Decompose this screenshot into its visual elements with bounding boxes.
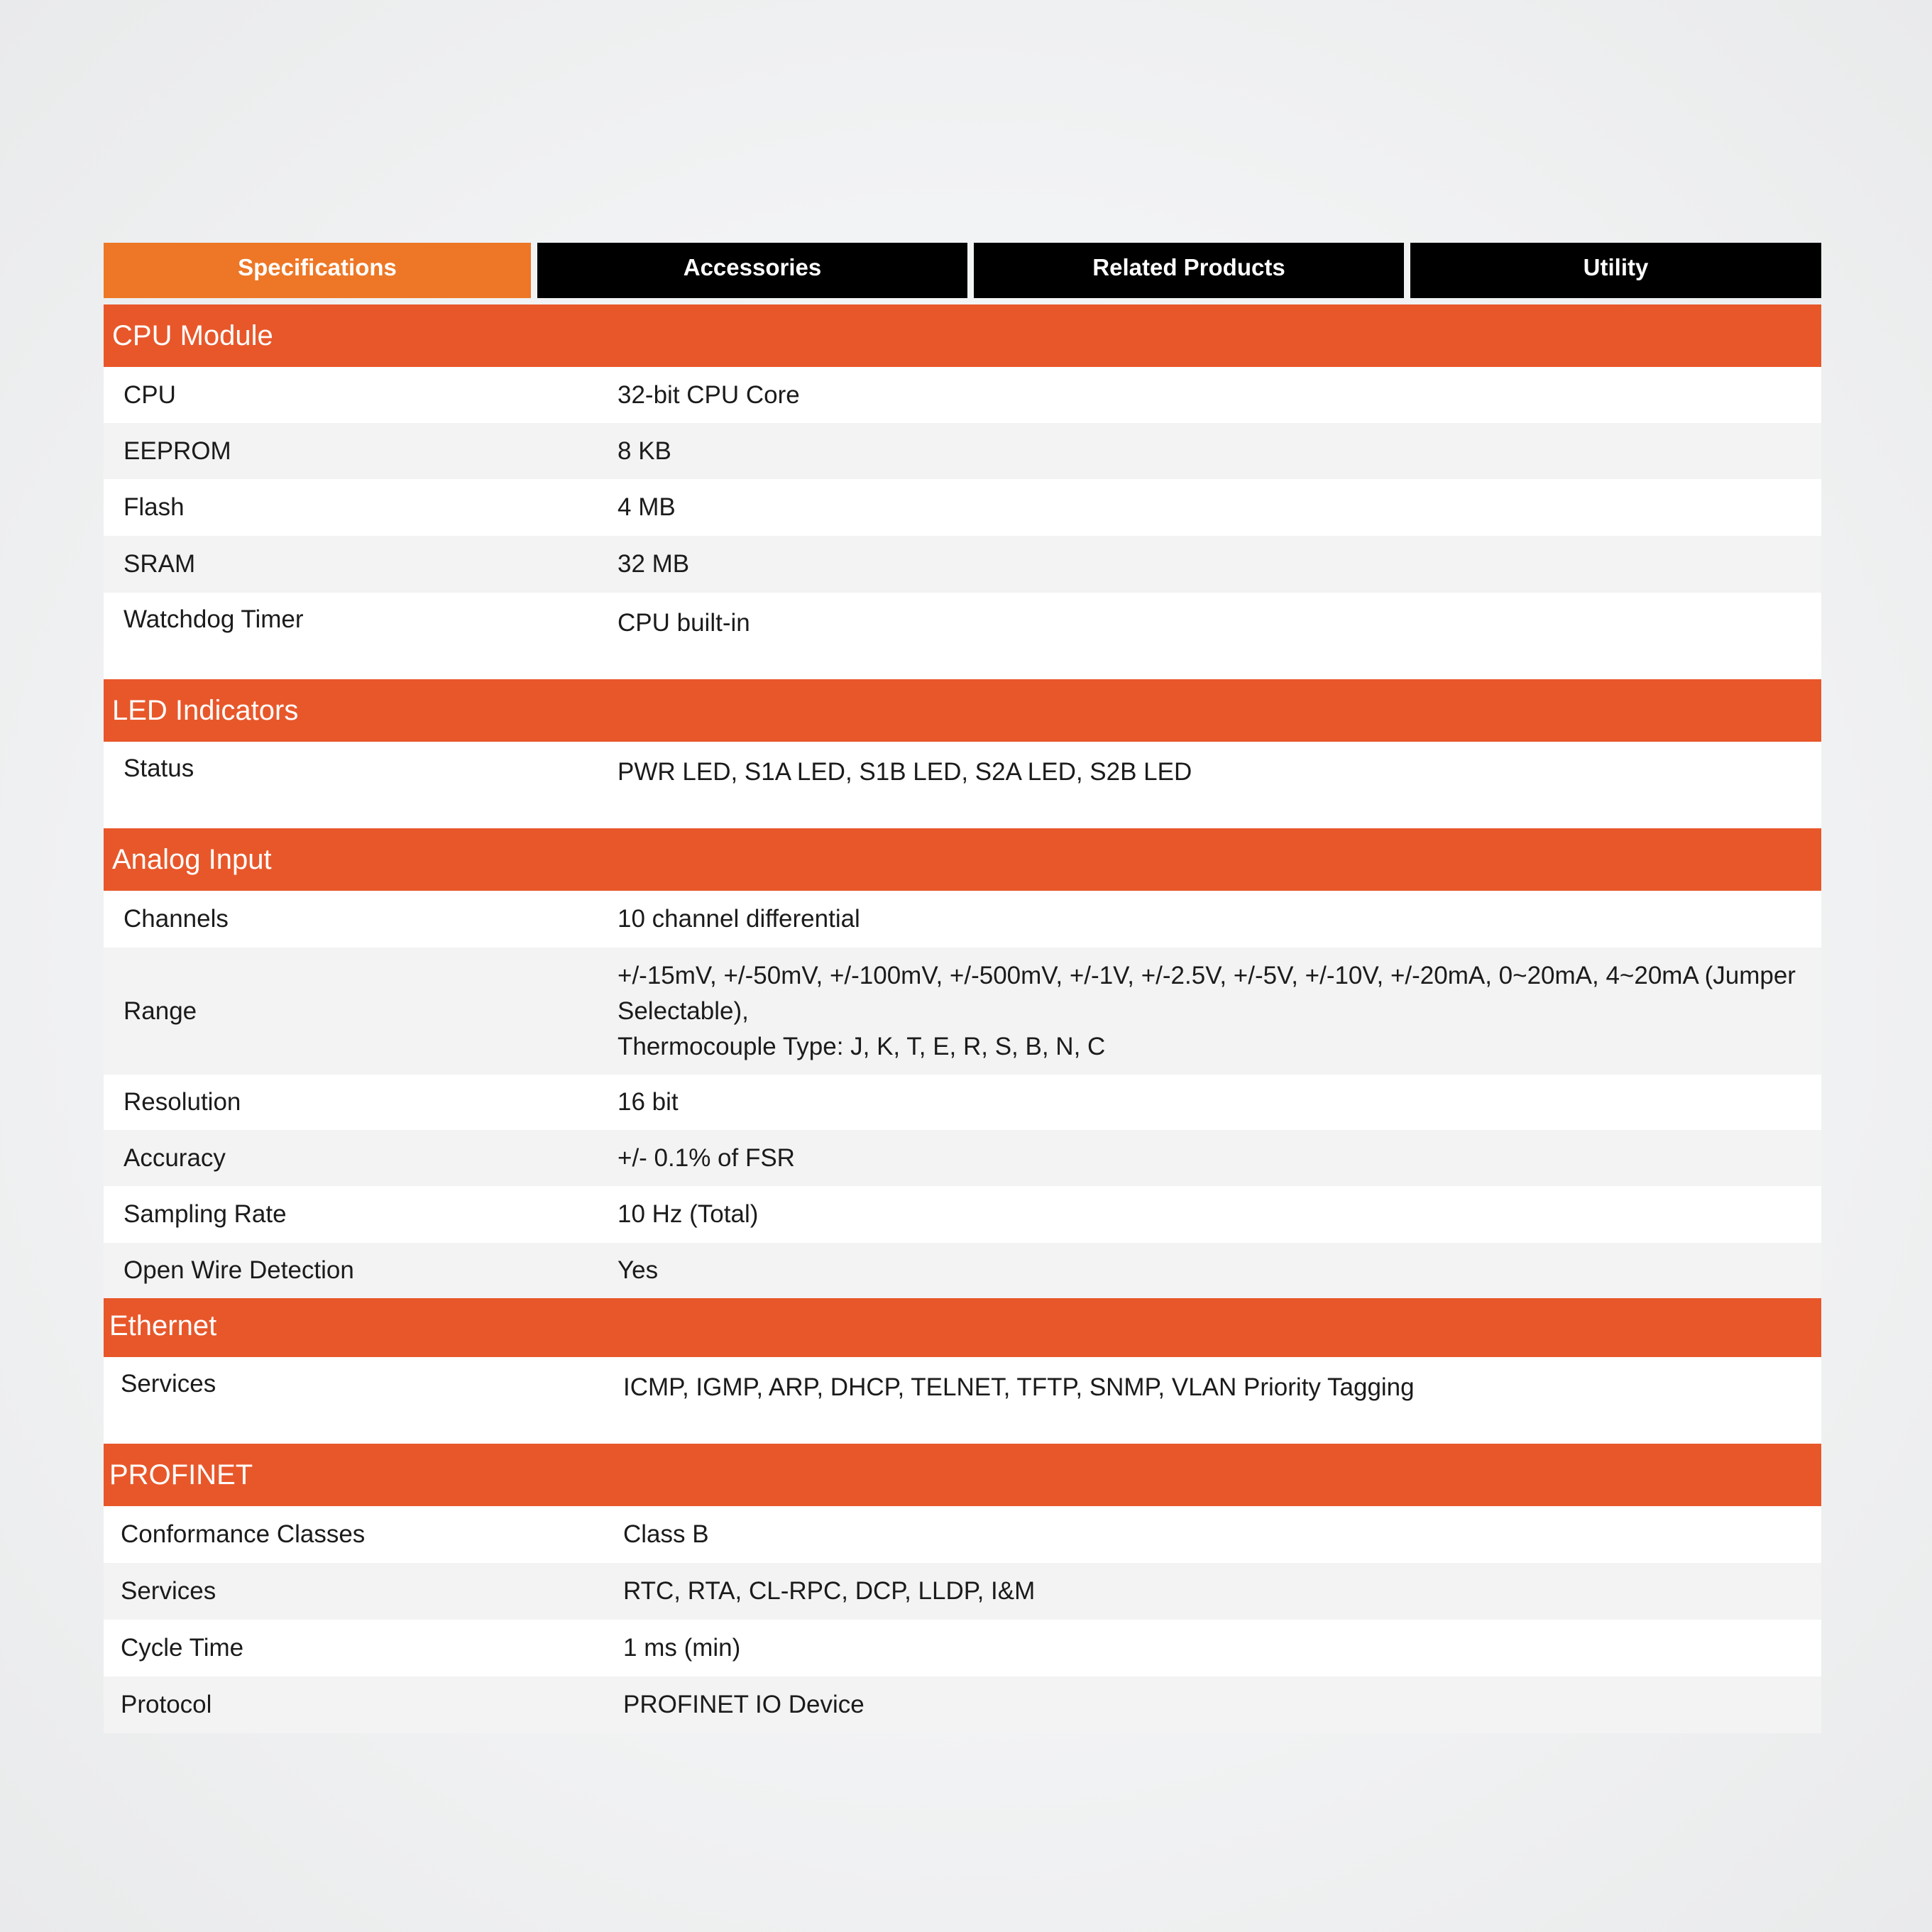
spec-row (104, 1130, 1821, 1186)
tab-utility[interactable]: Utility (1410, 243, 1821, 298)
spec-value: 16 bit (618, 1088, 679, 1116)
spec-row (104, 1243, 1821, 1298)
spec-row (104, 1075, 1821, 1130)
spec-label: Watchdog Timer (124, 605, 304, 633)
spec-label: Accuracy (124, 1143, 226, 1172)
spec-row (104, 891, 1821, 948)
spec-label: Channels (124, 905, 229, 933)
spec-value: 4 MB (618, 493, 676, 521)
spec-value: PROFINET IO Device (623, 1691, 865, 1718)
spec-row (104, 536, 1821, 593)
spec-row (104, 1506, 1821, 1563)
spec-label: Services (121, 1577, 216, 1605)
spec-value: Class B (623, 1520, 709, 1548)
section-header-ethernet: Ethernet (104, 1298, 1821, 1357)
spec-row (104, 367, 1821, 423)
spec-value: 10 channel differential (618, 905, 860, 933)
tab-bar (104, 243, 1821, 298)
section-header-cpu-module: CPU Module (104, 304, 1821, 367)
spec-value: 32-bit CPU Core (618, 380, 800, 409)
spec-row (104, 1676, 1821, 1733)
spec-label: Open Wire Detection (124, 1256, 354, 1284)
spec-value: 10 Hz (Total) (618, 1200, 759, 1228)
spec-row (104, 479, 1821, 536)
spec-panel (104, 243, 1821, 1733)
spec-label: Sampling Rate (124, 1200, 287, 1228)
tab-related-products[interactable]: Related Products (974, 243, 1404, 298)
spec-label: Flash (124, 493, 185, 521)
spec-label: CPU (124, 380, 176, 409)
spec-label: EEPROM (124, 437, 231, 465)
spec-label: Status (124, 754, 194, 782)
section-header-analog-input: Analog Input (104, 828, 1821, 891)
spec-label: Range (124, 997, 197, 1025)
spec-label: Protocol (121, 1691, 212, 1718)
spec-row (104, 423, 1821, 479)
spec-value: 8 KB (618, 437, 671, 465)
spec-label: SRAM (124, 550, 196, 578)
section-header-profinet: PROFINET (104, 1444, 1821, 1506)
tab-accessories[interactable]: Accessories (537, 243, 967, 298)
spec-value: +/-15mV, +/-50mV, +/-100mV, +/-500mV, +/-1V, +/-2.5V, +/-5V, +/-10V, +/-20mA, 0~20mA, 4~20mA (Jumper Selectable), Thermocouple Type: J, K, T, E, R, S, B, N, C (618, 961, 1796, 1060)
spec-value: Yes (618, 1256, 659, 1284)
spec-value: RTC, RTA, CL-RPC, DCP, LLDP, I&M (623, 1577, 1036, 1605)
spec-row (104, 1357, 1821, 1444)
tab-specifications[interactable]: Specifications (104, 243, 531, 298)
spec-row (104, 742, 1821, 828)
spec-label: Resolution (124, 1088, 241, 1116)
spec-row (104, 1563, 1821, 1620)
spec-value: 1 ms (min) (623, 1634, 741, 1662)
spec-row (104, 1186, 1821, 1243)
section-header-led-indicators: LED Indicators (104, 679, 1821, 742)
spec-value: 32 MB (618, 550, 690, 578)
spec-label: Cycle Time (121, 1634, 244, 1662)
spec-value: PWR LED, S1A LED, S1B LED, S2A LED, S2B LED (618, 758, 1192, 786)
spec-row (104, 593, 1821, 679)
spec-row (104, 948, 1821, 1075)
spec-label: Conformance Classes (121, 1520, 366, 1548)
spec-label: Services (121, 1370, 216, 1398)
spec-value: +/- 0.1% of FSR (618, 1143, 795, 1172)
spec-value: ICMP, IGMP, ARP, DHCP, TELNET, TFTP, SNMP, VLAN Priority Tagging (623, 1373, 1415, 1401)
spec-row (104, 1620, 1821, 1676)
spec-value: CPU built-in (618, 609, 750, 637)
